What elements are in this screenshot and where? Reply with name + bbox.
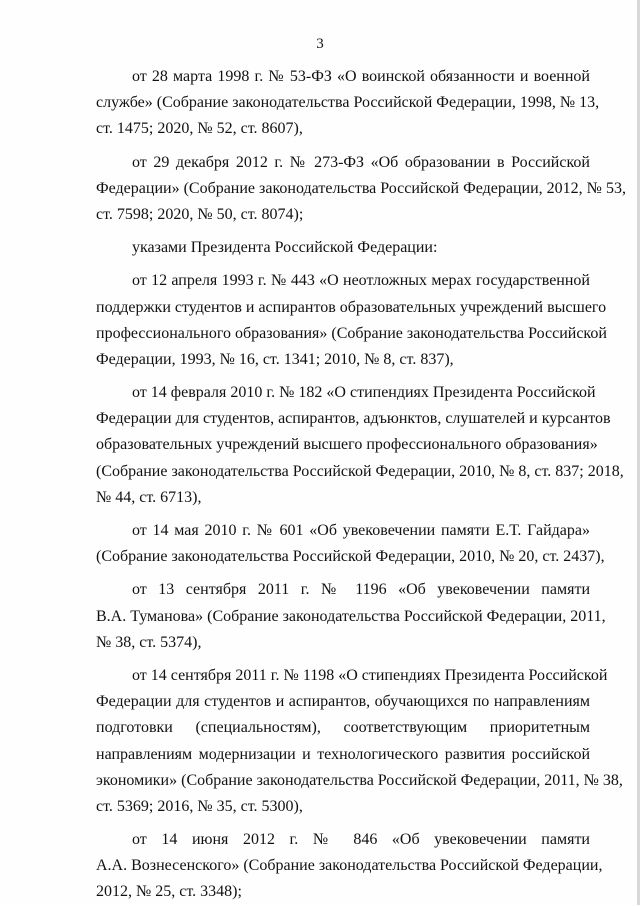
paragraph-line: от 14 сентября 2011 г. № 1198 «О стипендиях Президента Российской [132,666,608,684]
paragraph-line: образовательных учреждений высшего профессионального образования» [96,436,598,454]
paragraph-line: от 14 июня 2012 г. № 846 «Об увековечении памяти [132,831,590,849]
paragraph-line: № 44, ст. 6713), [96,488,202,506]
paragraph-line: ст. 7598; 2020, № 50, ст. 8074); [96,205,304,223]
paragraph-military-duty-law [96,64,600,143]
paragraph-line: 2012, № 25, ст. 3348); [96,883,242,901]
paragraph-line: от 12 апреля 1993 г. № 443 «О неотложных мерах государственной [132,272,590,290]
paragraph-line: от 29 декабря 2012 г. № 273-ФЗ «Об образовании в Российской [132,153,590,171]
paragraph-line: Федерации для студентов, аспирантов, адъюнктов, слушателей и курсантов [96,410,611,428]
paragraph-presidential-decrees-heading [96,235,590,261]
paragraph-line: Федерации для студентов и аспирантов, обучающихся по направлениям [96,693,590,711]
paragraph-line: В.А. Туманова» (Собрание законодательства Российской Федерации, 2011, [96,607,606,625]
paragraph-line: ст. 5369; 2016, № 35, ст. 5300), [96,797,303,815]
paragraph-line: Федерации» (Собрание законодательства Российской Федерации, 2012, № 53, [96,179,626,197]
paragraph-decree-443 [96,268,607,373]
paragraph-decree-601 [96,518,605,570]
paragraph-line: экономики» (Собрание законодательства Российской Федерации, 2011, № 38, [96,771,623,789]
paragraph-line: (Собрание законодательства Российской Федерации, 2010, № 20, ст. 2437), [96,548,605,566]
paragraph-decree-182 [96,380,624,511]
paragraph-line: № 38, ст. 5374), [96,633,202,651]
paragraph-line: профессионального образования» (Собрание законодательства Российской [96,324,607,342]
paragraph-line: поддержки студентов и аспирантов образовательных учреждений высшего [96,298,607,316]
page-number: 3 [316,36,324,52]
paragraph-decree-1196 [96,577,606,656]
paragraph-line: подготовки (специальностям), соответствующим приоритетным [96,719,590,737]
paragraph-line: А.А. Вознесенского» (Собрание законодательства Российской Федерации, [96,857,603,875]
paragraph-line: ст. 1475; 2020, № 52, ст. 8607), [96,120,303,138]
paragraph-line: Федерации, 1993, № 16, ст. 1341; 2010, № 8, ст. 837), [96,350,454,368]
paragraph-line: направлениям модернизации и технологического развития российской [96,745,590,763]
paragraph-line: от 14 мая 2010 г. № 601 «Об увековечении памяти Е.Т. Гайдара» [132,522,590,539]
paragraph-line: указами Президента Российской Федерации: [132,239,438,257]
paragraph-line: (Собрание законодательства Российской Федерации, 2010, № 8, ст. 837; 2018, [96,462,624,480]
document-body [96,64,626,906]
paragraph-line: службе» (Собрание законодательства Российской Федерации, 1998, № 13, [96,94,600,112]
paragraph-line: от 14 февраля 2010 г. № 182 «О стипендиях Президента Российской [132,384,596,402]
paragraph-line: от 13 сентября 2011 г. № 1196 «Об увековечении памяти [132,581,590,599]
paragraph-decree-846 [96,827,603,906]
paragraph-line: от 28 марта 1998 г. № 53-ФЗ «О воинской обязанности и военной [132,68,590,85]
paragraph-decree-1198 [96,663,623,820]
paragraph-education-law [96,150,626,229]
